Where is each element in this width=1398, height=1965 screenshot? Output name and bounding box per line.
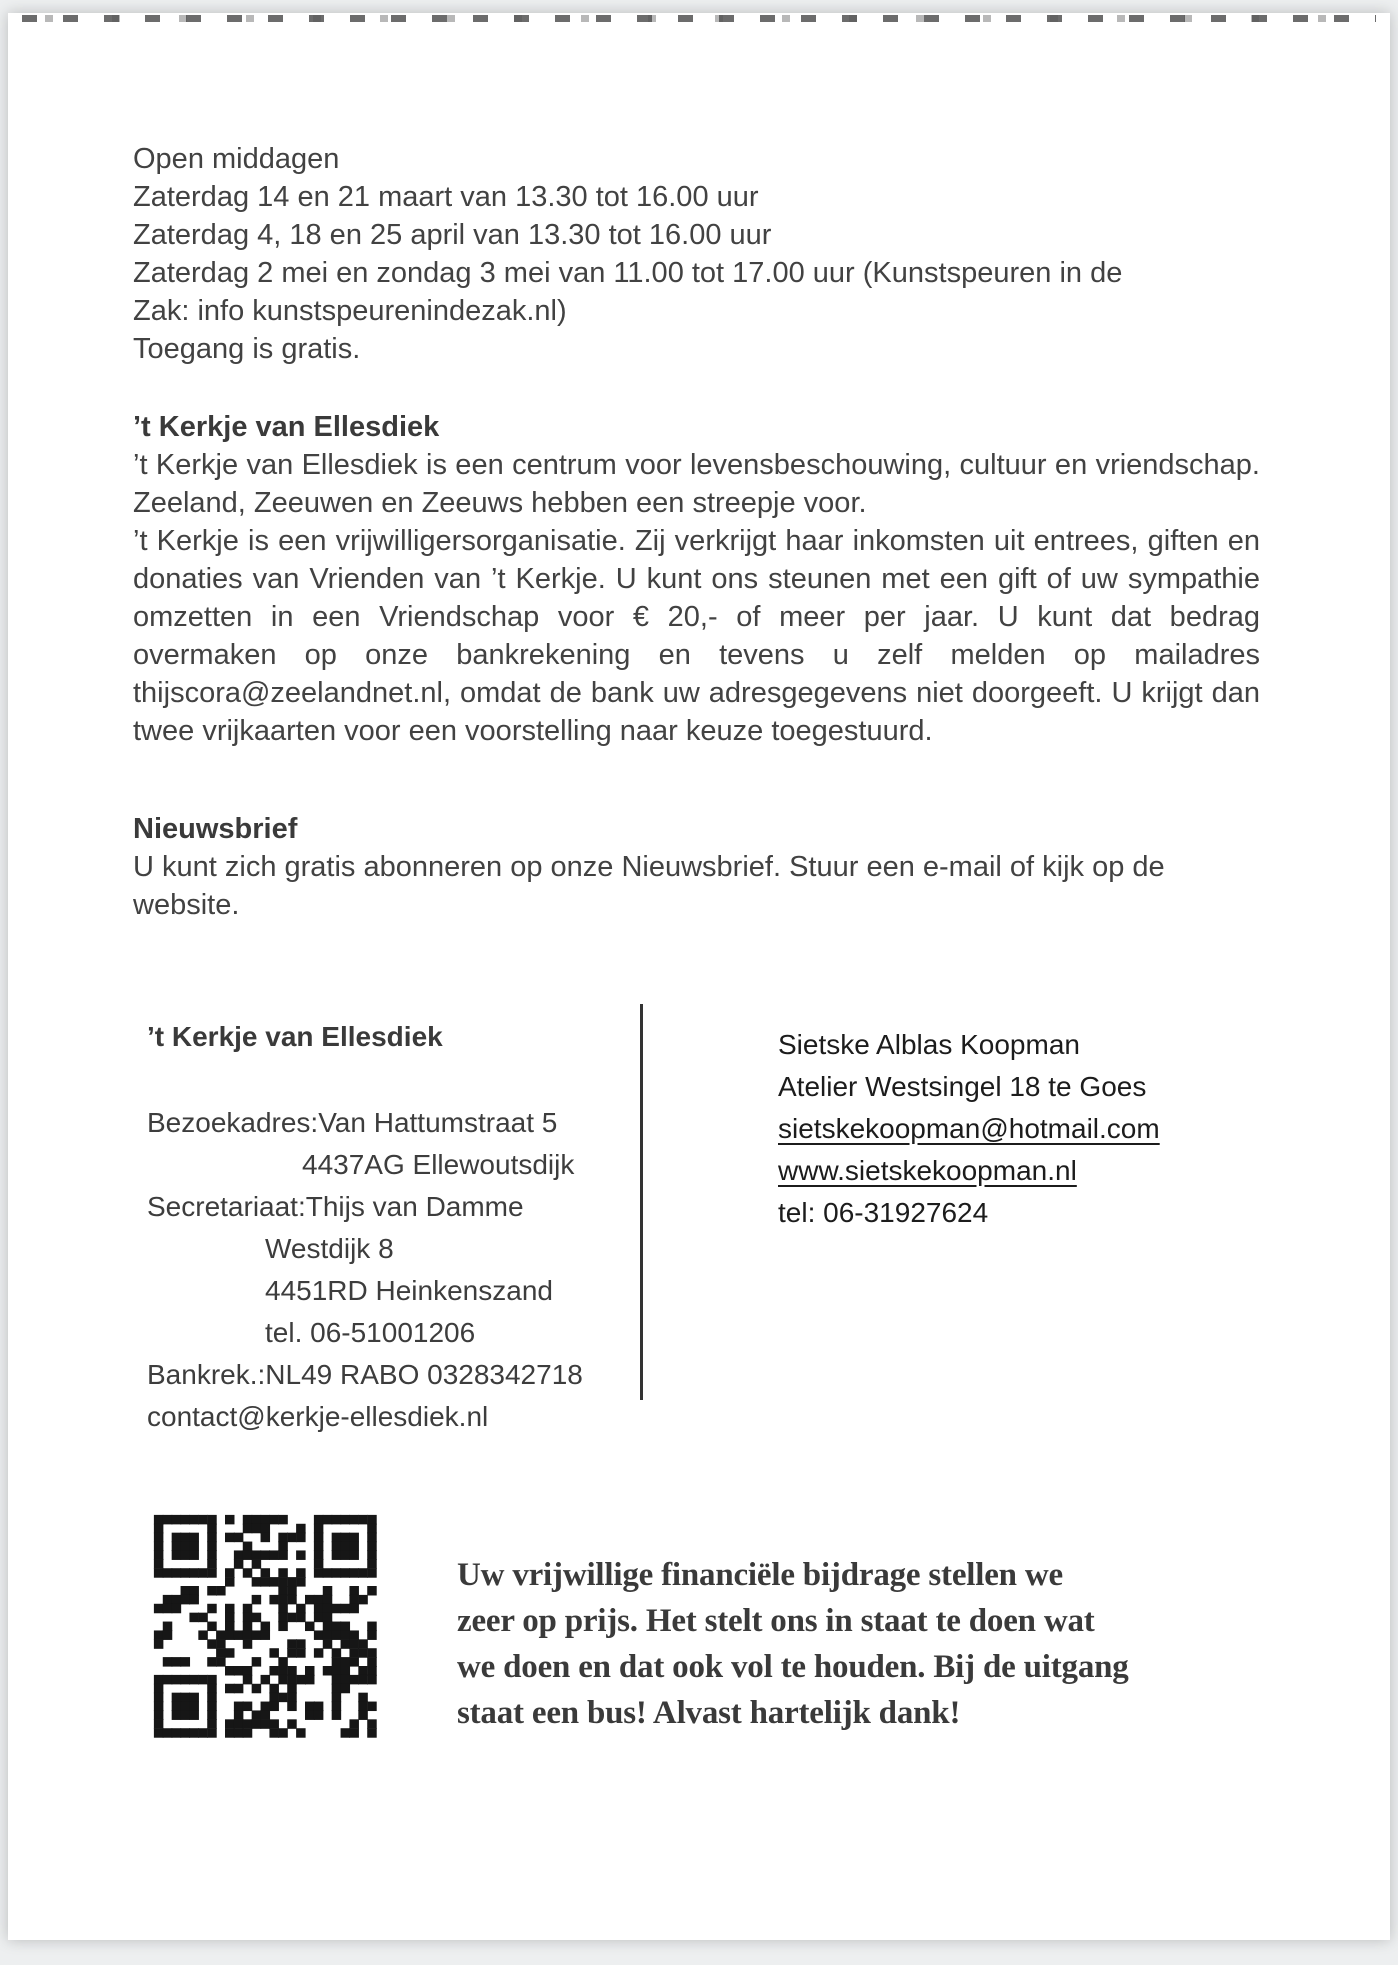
open-middagen-line: Zaterdag 4, 18 en 25 april van 13.30 tot 16.00 uur <box>133 219 772 251</box>
contact-block <box>133 1016 1260 1436</box>
donation-line: Uw vrijwillige financiële bijdrage stellen we <box>457 1557 1063 1593</box>
contact-visit-address: Bezoekadres:Van Hattumstraat 5 <box>147 1107 558 1138</box>
contact-left-column <box>147 1016 583 1438</box>
contact-secretariat-phone: tel. 06-51001206 <box>265 1317 476 1348</box>
contact-visit-city: 4437AG Ellewoutsdijk <box>302 1149 575 1180</box>
open-middagen-line: Zaterdag 14 en 21 maart van 13.30 tot 16.00 uur <box>133 181 759 213</box>
donation-line: zeer op prijs. Het stelt ons in staat te doen wat <box>457 1603 1095 1639</box>
contact-divider-line <box>640 1004 643 1400</box>
contact-right-column <box>778 1024 1160 1234</box>
kerkje-paragraph-1: ’t Kerkje van Ellesdiek is een centrum voor levensbeschouwing, cultuur en vriendschap. Zeeland, Zeeuwen en Zeeuws hebben een streepje voor. <box>133 449 1260 519</box>
kerkje-heading: ’t Kerkje van Ellesdiek <box>133 411 440 443</box>
contact-secretariat-city: 4451RD Heinkenszand <box>265 1275 553 1306</box>
artist-phone: tel: 06-31927624 <box>778 1197 989 1228</box>
kerkje-paragraph-2: ’t Kerkje is een vrijwilligersorganisatie. Zij verkrijgt haar inkomsten uit entrees, giften en donaties van Vrienden van ’t Kerkje. U kunt ons steunen met een gift of uw sympathie omzetten in een Vriendschap voor € 20,- of meer per jaar. U kunt dat bedrag overmaken op onze bankrekening en tevens u zelf melden op mailadres thijscora@zeelandnet.nl, omdat de bank uw adresgegevens niet doorgeeft. U krijgt dan twee vrijkaarten voor een voorstelling naar keuze toegestuurd. <box>133 525 1260 747</box>
contact-left-title: ’t Kerkje van Ellesdiek <box>147 1021 443 1052</box>
open-middagen-line: Toegang is gratis. <box>133 333 361 365</box>
qr-code <box>145 1506 385 1746</box>
section-nieuwsbrief <box>133 810 1260 924</box>
section-kerkje <box>133 408 1260 750</box>
contact-bank-account: Bankrek.:NL49 RABO 0328342718 <box>147 1359 583 1390</box>
open-middagen-line: Zaterdag 2 mei en zondag 3 mei van 11.00 tot 17.00 uur (Kunstspeuren in de <box>133 257 1123 289</box>
nieuwsbrief-paragraph: U kunt zich gratis abonneren op onze Nieuwsbrief. Stuur een e-mail of kijk op de website. <box>133 851 1165 921</box>
open-middagen-title: Open middagen <box>133 143 340 175</box>
contact-secretariat: Secretariaat:Thijs van Damme <box>147 1191 524 1222</box>
artist-address: Atelier Westsingel 18 te Goes <box>778 1071 1147 1102</box>
artist-website-link[interactable]: www.sietskekoopman.nl <box>778 1155 1077 1186</box>
donation-line: we doen en dat ook vol te houden. Bij de uitgang <box>457 1649 1129 1685</box>
donation-block <box>133 1506 1260 1746</box>
page-content <box>8 13 1390 1940</box>
section-open-middagen <box>133 140 1260 368</box>
open-middagen-line: Zak: info kunstspeurenindezak.nl) <box>133 295 567 327</box>
contact-email: contact@kerkje-ellesdiek.nl <box>147 1401 489 1432</box>
nieuwsbrief-heading: Nieuwsbrief <box>133 813 298 845</box>
artist-name: Sietske Alblas Koopman <box>778 1029 1080 1060</box>
contact-secretariat-street: Westdijk 8 <box>265 1233 394 1264</box>
artist-email-link[interactable]: sietskekoopman@hotmail.com <box>778 1113 1160 1144</box>
donation-line: staat een bus! Alvast hartelijk dank! <box>457 1695 961 1731</box>
donation-text <box>457 1552 1129 1746</box>
document-page <box>8 13 1390 1940</box>
